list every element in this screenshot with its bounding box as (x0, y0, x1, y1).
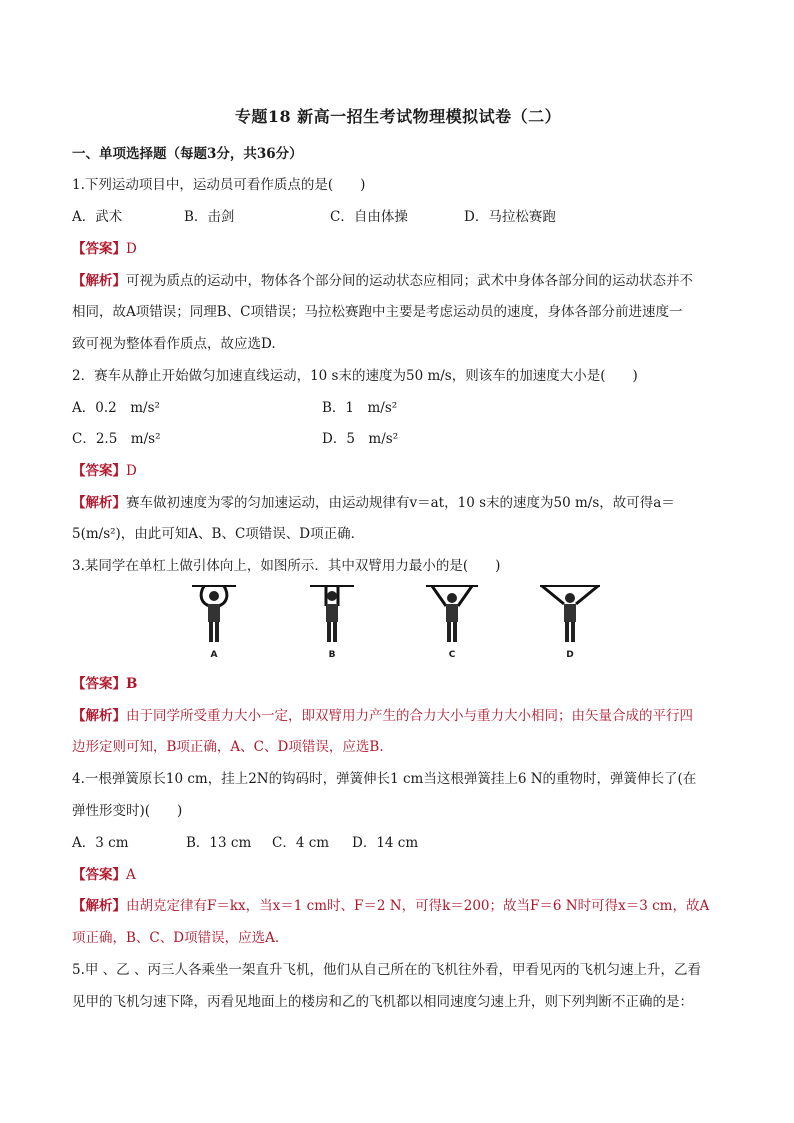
analysis-tag: 【解析】 (72, 898, 126, 914)
answer-tag: 【答案】 (72, 463, 126, 479)
figure-label-d: D (566, 650, 574, 660)
analysis-text: 赛车做初速度为零的匀加速运动，由运动规律有v＝at，10 s末的速度为50 m/s，故可得a＝ (126, 495, 675, 511)
q1-answer (72, 240, 137, 258)
q2-analysis-line-2: 5(m/s²)，由此可知A、B、C项错误、D项正确． (72, 526, 365, 542)
analysis-text: 由胡克定律有F＝kx，当x＝1 cm时、F＝2 N，可得k＝200；故当F＝6 N时可得x＝3 cm，故A (126, 898, 710, 914)
analysis-tag: 【解析】 (72, 495, 126, 511)
q4-option-a: A．3 cm (72, 835, 129, 851)
answer-value: D (126, 241, 137, 257)
question-3-stem: 3.某同学在单杠上做引体向上，如图所示．其中双臂用力最小的是( ) (72, 558, 501, 574)
question-5-stem-line-2: 见甲的飞机匀速下降，丙看见地面上的楼房和乙的飞机都以相同速度匀速上升，则下列判断不正确的是： (72, 994, 693, 1010)
q2-option-a: A．0.2 m/s² (72, 400, 160, 416)
analysis-tag: 【解析】 (72, 273, 126, 289)
analysis-text: 由于同学所受重力大小一定，即双臂用力产生的合力大小与重力大小相同；由矢量合成的平行四 (126, 708, 693, 724)
q2-option-b: B．1 m/s² (322, 400, 398, 416)
answer-value: D (126, 463, 137, 479)
pullup-figure-d (538, 582, 602, 660)
q4-option-b: B．13 cm (186, 835, 252, 851)
q4-option-d: D．14 cm (352, 835, 419, 851)
q1-option-d: D．马拉松赛跑 (464, 209, 556, 225)
answer-tag: 【答案】 (72, 867, 126, 883)
q1-analysis-line-2: 相同，故A项错误；同理B、C项错误；马拉松赛跑中主要是考虑运动员的速度，身体各部分前进速度一 (72, 304, 683, 320)
question-4-stem-line-2: 弹性形变时)( ) (72, 803, 183, 819)
q4-analysis-line-2: 项正确，B、C、D项错误，应选A. (72, 930, 280, 946)
pullup-figure-b (308, 582, 356, 660)
figure-label-c: C (448, 650, 456, 660)
question-4-stem-line-1: 4.一根弹簧原长10 cm，挂上2N的钩码时，弹簧伸长1 cm当这根弹簧挂上6 N的重物时，弹簧伸长了(在 (72, 771, 697, 787)
section-heading: 一、单项选择题（每题3分，共36分） (72, 146, 303, 162)
answer-value: B (126, 676, 138, 692)
q1-option-b: B．击剑 (184, 209, 235, 225)
q3-analysis-line-2: 边形定则可知，B项正确，A、C、D项错误，应选B. (72, 739, 384, 755)
q2-answer (72, 462, 137, 480)
pullup-figure-c (424, 582, 480, 660)
question-1-stem: 1.下列运动项目中，运动员可看作质点的是( ) (72, 177, 366, 193)
answer-value: A (126, 867, 136, 883)
answer-tag: 【答案】 (72, 676, 126, 692)
q3-answer (72, 675, 137, 693)
answer-tag: 【答案】 (72, 241, 126, 257)
q1-analysis-line-3: 致可视为整体看作质点，故应选D. (72, 336, 276, 352)
figure-label-a: A (210, 650, 218, 660)
pullup-figure-a (190, 582, 238, 660)
page-title: 专题18 新高一招生考试物理模拟试卷（二） (234, 107, 562, 126)
q1-analysis-line-1 (72, 272, 693, 290)
q2-option-c: C．2.5 m/s² (72, 431, 161, 447)
analysis-tag: 【解析】 (72, 708, 126, 724)
figure-label-b: B (328, 650, 336, 660)
q2-analysis-line-1 (72, 494, 675, 512)
q4-answer (72, 866, 136, 884)
q1-option-a: A．武术 (72, 209, 123, 225)
q3-analysis-line-1 (72, 707, 693, 725)
analysis-text: 可视为质点的运动中，物体各个部分间的运动状态应相同；武术中身体各部分间的运动状态并不 (126, 273, 693, 289)
question-5-stem-line-1: 5.甲 、乙 、丙三人各乘坐一架直升飞机，他们从自己所在的飞机往外看，甲看见丙的飞机匀速上升，乙看 (72, 962, 701, 978)
question-2-stem: 2．赛车从静止开始做匀加速直线运动，10 s末的速度为50 m/s，则该车的加速度大小是( ) (72, 368, 638, 384)
q4-analysis-line-1 (72, 897, 709, 915)
q1-option-c: C．自由体操 (330, 209, 408, 225)
q2-option-d: D．5 m/s² (322, 431, 399, 447)
q4-option-c: C．4 cm (272, 835, 330, 851)
